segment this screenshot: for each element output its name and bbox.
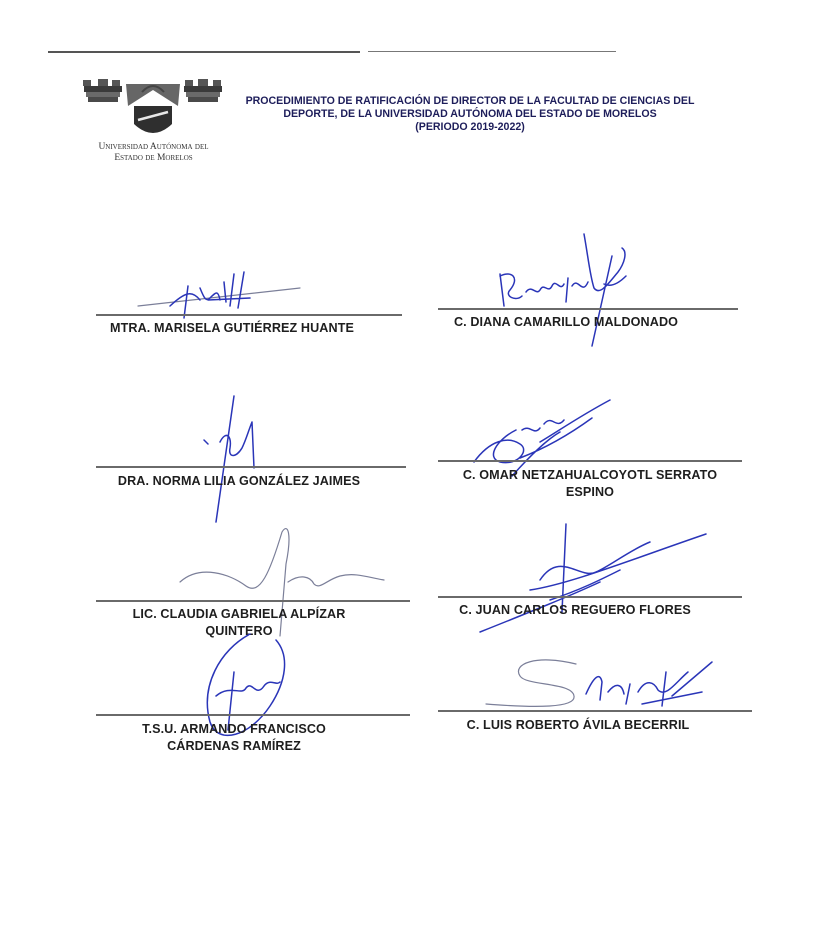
university-name-line1: Universidad Autónoma del: [98, 142, 209, 152]
signature-marisela: [130, 262, 310, 322]
title-line3: (PERIODO 2019-2022): [415, 121, 525, 133]
signatory-name: [96, 721, 372, 755]
signatory-name: [86, 473, 392, 490]
document-title: [240, 95, 700, 134]
signature-line: [438, 596, 742, 598]
signature-line: [438, 710, 752, 712]
signatory-name-line1: DRA. NORMA LILIA GONZÁLEZ JAIMES: [117, 474, 361, 488]
signatory-name-line1: C. DIANA CAMARILLO MALDONADO: [453, 315, 679, 329]
university-name: [76, 142, 231, 164]
signatory-name-line2: CÁRDENAS RAMÍREZ: [167, 739, 301, 753]
university-name-line2: Estado de Morelos: [114, 153, 193, 163]
signatory-name: [448, 717, 708, 734]
signature-juan-carlos: [470, 520, 720, 640]
signatory-name-line1: C. JUAN CARLOS REGUERO FLORES: [459, 603, 691, 617]
signature-line: [96, 466, 406, 468]
signatory-name: [440, 602, 710, 619]
signature-line: [96, 600, 410, 602]
signature-luis-roberto: [476, 652, 726, 722]
signatory-name: [436, 314, 696, 331]
signatory-name-line1: T.S.U. ARMANDO FRANCISCO: [142, 722, 326, 736]
title-line2: DEPORTE, DE LA UNIVERSIDAD AUTÓNOMA DEL ESTADO DE MORELOS: [283, 108, 657, 120]
signatory-name-line1: LIC. CLAUDIA GABRIELA ALPÍZAR: [132, 607, 346, 621]
signature-line: [96, 714, 410, 716]
signatory-name: [82, 320, 382, 337]
signatory-name-line1: MTRA. MARISELA GUTIÉRREZ HUANTE: [109, 321, 354, 335]
signatory-name-line2: ESPINO: [565, 485, 615, 499]
top-rule: [48, 51, 360, 53]
signatory-name-line1: C. LUIS ROBERTO ÁVILA BECERRIL: [466, 718, 690, 732]
signature-norma: [196, 392, 286, 522]
signatory-name: [440, 467, 740, 501]
signatory-name-line1: C. OMAR NETZAHUALCOYOTL SERRATO: [462, 468, 718, 482]
signature-line: [96, 314, 402, 316]
signature-line: [438, 460, 742, 462]
signatory-name-line2: QUINTERO: [205, 624, 273, 638]
title-line1: PROCEDIMIENTO DE RATIFICACIÓN DE DIRECTOR DE LA FACULTAD DE CIENCIAS DEL: [245, 95, 695, 107]
signature-line: [438, 308, 738, 310]
top-rule-right: [368, 51, 616, 52]
